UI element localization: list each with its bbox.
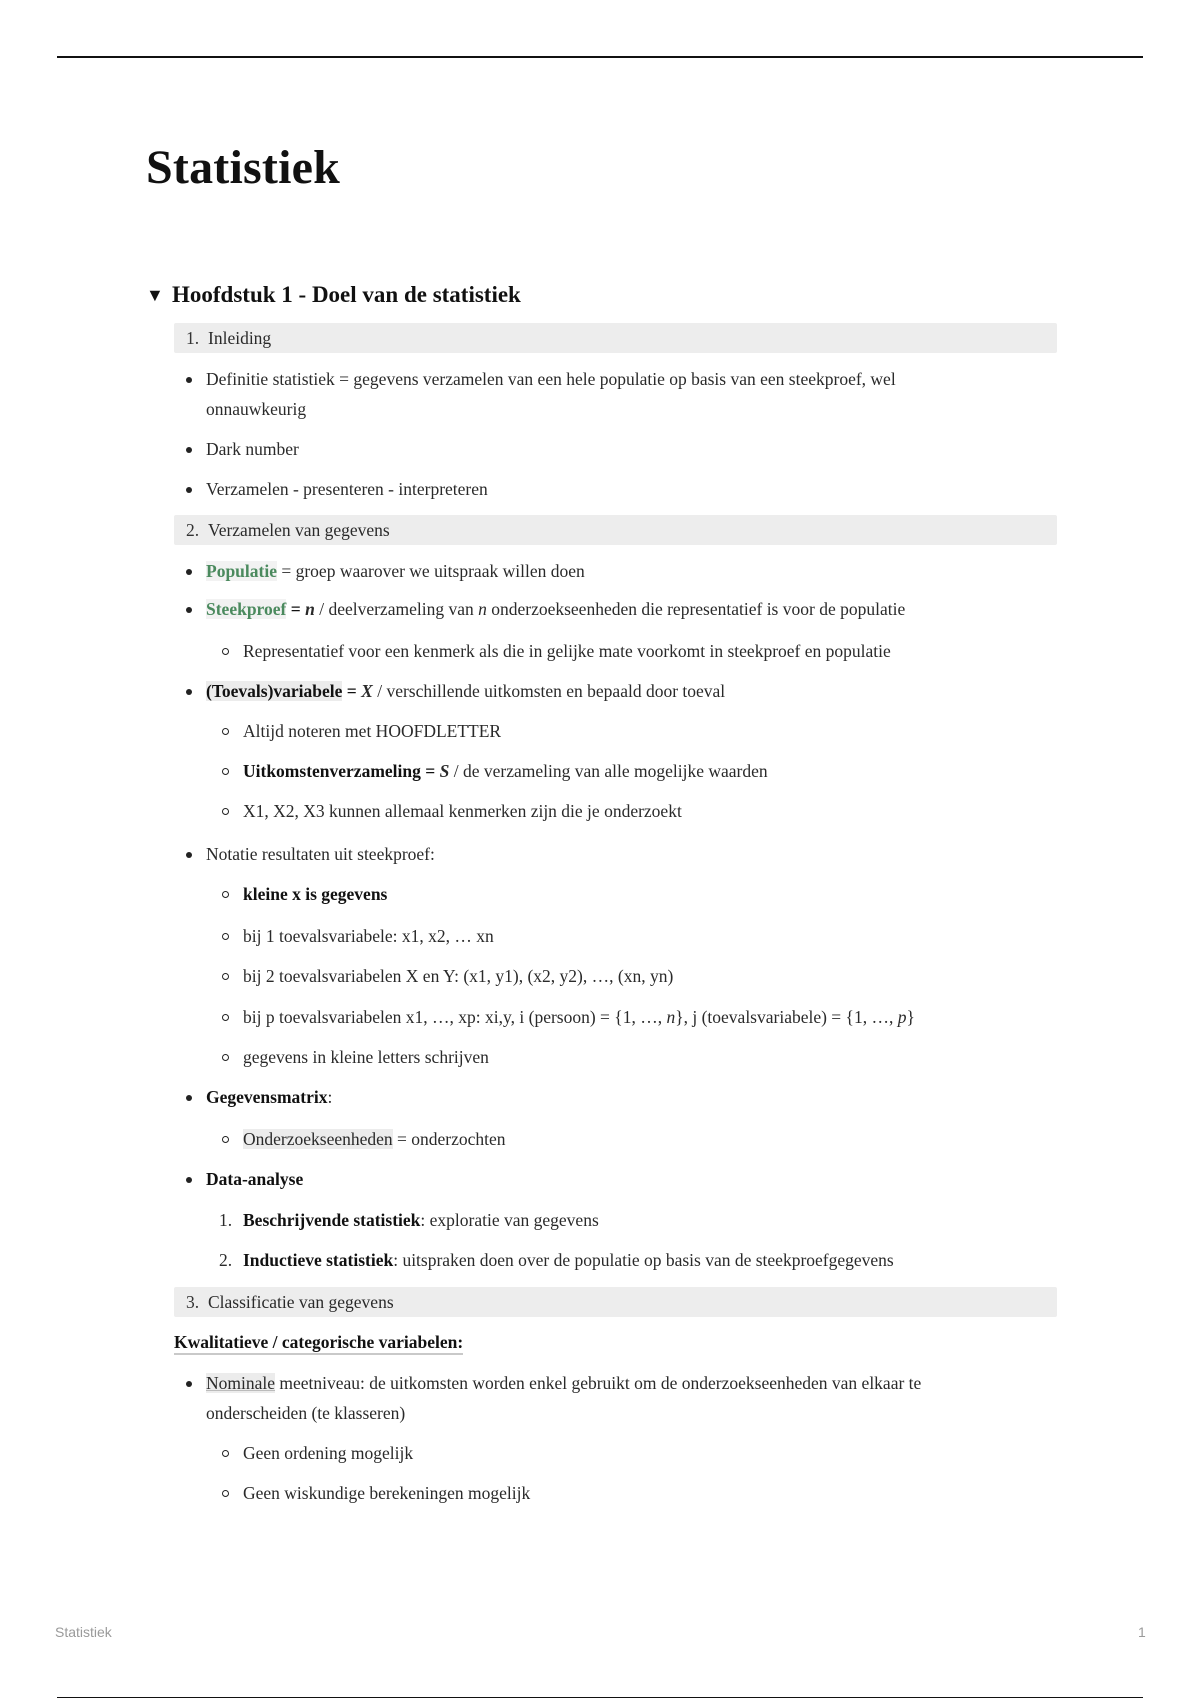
subheading-kwalitatief xyxy=(174,1327,463,1357)
list-item-nominale xyxy=(206,1368,921,1398)
section-label: Classificatie van gegevens xyxy=(208,1292,394,1312)
sub-list-item: gegevens in kleine letters schrijven xyxy=(243,1042,489,1072)
symbol-n-italic: n xyxy=(478,599,487,619)
term-populatie: Populatie xyxy=(206,561,277,581)
item-number: 2. xyxy=(219,1250,233,1270)
bottom-rule xyxy=(57,1697,1143,1698)
equals-sign: = xyxy=(342,681,362,701)
list-item: Dark number xyxy=(206,434,299,464)
numbered-sub-item xyxy=(219,1205,599,1235)
definition-text: = groep waarover we uitspraak willen doen xyxy=(276,561,585,581)
sub-list-item: X1, X2, X3 kunnen allemaal kenmerken zijn die je onderzoekt xyxy=(243,796,682,826)
definition-text: meetniveau: de uitkomsten worden enkel gebruikt om de onderzoekseenheden van elkaar te xyxy=(275,1373,922,1393)
sub-list-item xyxy=(243,756,768,786)
sub-list-item xyxy=(243,1124,506,1154)
symbol-s: S xyxy=(439,761,450,781)
symbol-p-italic: p xyxy=(897,1007,907,1027)
term-steekproef: Steekproef xyxy=(206,599,287,619)
definition-text: : exploratie van gegevens xyxy=(420,1210,599,1230)
subheading-text: Kwalitatieve / categorische variabelen: xyxy=(174,1332,463,1355)
list-item-continuation: onderscheiden (te klasseren) xyxy=(206,1403,406,1423)
list-item: Definitie statistiek = gegevens verzamelen van een hele populatie op basis van een steekproef, wel xyxy=(206,364,896,394)
list-item-notatie: Notatie resultaten uit steekproef: xyxy=(206,839,435,869)
equals-sign: = xyxy=(420,761,440,781)
list-item-gegevensmatrix xyxy=(206,1082,332,1112)
term-uitkomstenverzameling: Uitkomstenverzameling xyxy=(243,761,421,781)
item-number: 1. xyxy=(219,1210,233,1230)
list-item-variabele xyxy=(206,676,725,706)
definition-text: : uitspraken doen over de populatie op basis van de steekproefgegevens xyxy=(393,1250,894,1270)
list-item-data-analyse: Data-analyse xyxy=(206,1164,303,1194)
symbol-n: n xyxy=(305,599,315,619)
section-heading-classificatie xyxy=(174,1287,1057,1317)
sub-list-item: bij 1 toevalsvariabele: x1, x2, … xn xyxy=(243,921,494,951)
definition-text: / de verzameling van alle mogelijke waarden xyxy=(449,761,768,781)
definition-text: onderzoekseenheden die representatief is voor de populatie xyxy=(486,599,906,619)
triangle-down-icon[interactable]: ▼ xyxy=(146,284,164,305)
definition-text: / deelverzameling van xyxy=(314,599,479,619)
term-gegevensmatrix: Gegevensmatrix xyxy=(206,1087,328,1107)
definition-text: = onderzochten xyxy=(392,1129,506,1149)
sub-list-item: kleine x is gegevens xyxy=(243,879,387,909)
symbol-x: X xyxy=(361,681,373,701)
section-number: 1. xyxy=(186,328,200,348)
section-heading-inleiding xyxy=(174,323,1057,353)
sub-list-item: Representatief voor een kenmerk als die in gelijke mate voorkomt in steekproef en populatie xyxy=(243,636,891,666)
section-number: 3. xyxy=(186,1292,200,1312)
notation-text: bij p toevalsvariabelen x1, …, xp: xi,y, i (persoon) = {1, …, xyxy=(243,1007,667,1027)
term-inductieve: Inductieve statistiek xyxy=(243,1250,394,1270)
page-title: Statistiek xyxy=(146,141,340,194)
term-onderzoekseenheden: Onderzoekseenheden xyxy=(243,1129,393,1149)
section-label: Inleiding xyxy=(208,328,272,348)
term-variabele: (Toevals)variabele xyxy=(206,681,343,701)
section-number: 2. xyxy=(186,520,200,540)
list-item: Verzamelen - presenteren - interpreteren xyxy=(206,474,488,504)
chapter-title: Hoofdstuk 1 - Doel van de statistiek xyxy=(172,282,521,307)
section-heading-verzamelen xyxy=(174,515,1057,545)
term-nominale: Nominale xyxy=(206,1373,276,1393)
list-item-steekproef xyxy=(206,594,905,624)
definition-text: / verschillende uitkomsten en bepaald door toeval xyxy=(372,681,726,701)
equals-sign: = xyxy=(286,599,306,619)
notation-text: }, j (toevalsvariabele) = {1, …, xyxy=(675,1007,898,1027)
footer-page-number: 1 xyxy=(1138,1624,1146,1640)
list-item-continuation: onnauwkeurig xyxy=(206,399,307,419)
list-item-populatie xyxy=(206,556,585,586)
footer-document-title: Statistiek xyxy=(55,1624,112,1640)
notation-text: } xyxy=(906,1007,915,1027)
top-rule xyxy=(57,56,1143,58)
sub-list-item: Geen wiskundige berekeningen mogelijk xyxy=(243,1478,530,1508)
sub-list-item xyxy=(243,1002,915,1032)
section-label: Verzamelen van gegevens xyxy=(208,520,390,540)
chapter-toggle[interactable] xyxy=(146,282,521,308)
colon: : xyxy=(327,1087,333,1107)
sub-list-item: bij 2 toevalsvariabelen X en Y: (x1, y1), (x2, y2), …, (xn, yn) xyxy=(243,961,673,991)
symbol-n-italic: n xyxy=(666,1007,676,1027)
sub-list-item: Altijd noteren met HOOFDLETTER xyxy=(243,716,501,746)
numbered-sub-item xyxy=(219,1245,894,1275)
term-beschrijvende: Beschrijvende statistiek xyxy=(243,1210,421,1230)
sub-list-item: Geen ordening mogelijk xyxy=(243,1438,413,1468)
